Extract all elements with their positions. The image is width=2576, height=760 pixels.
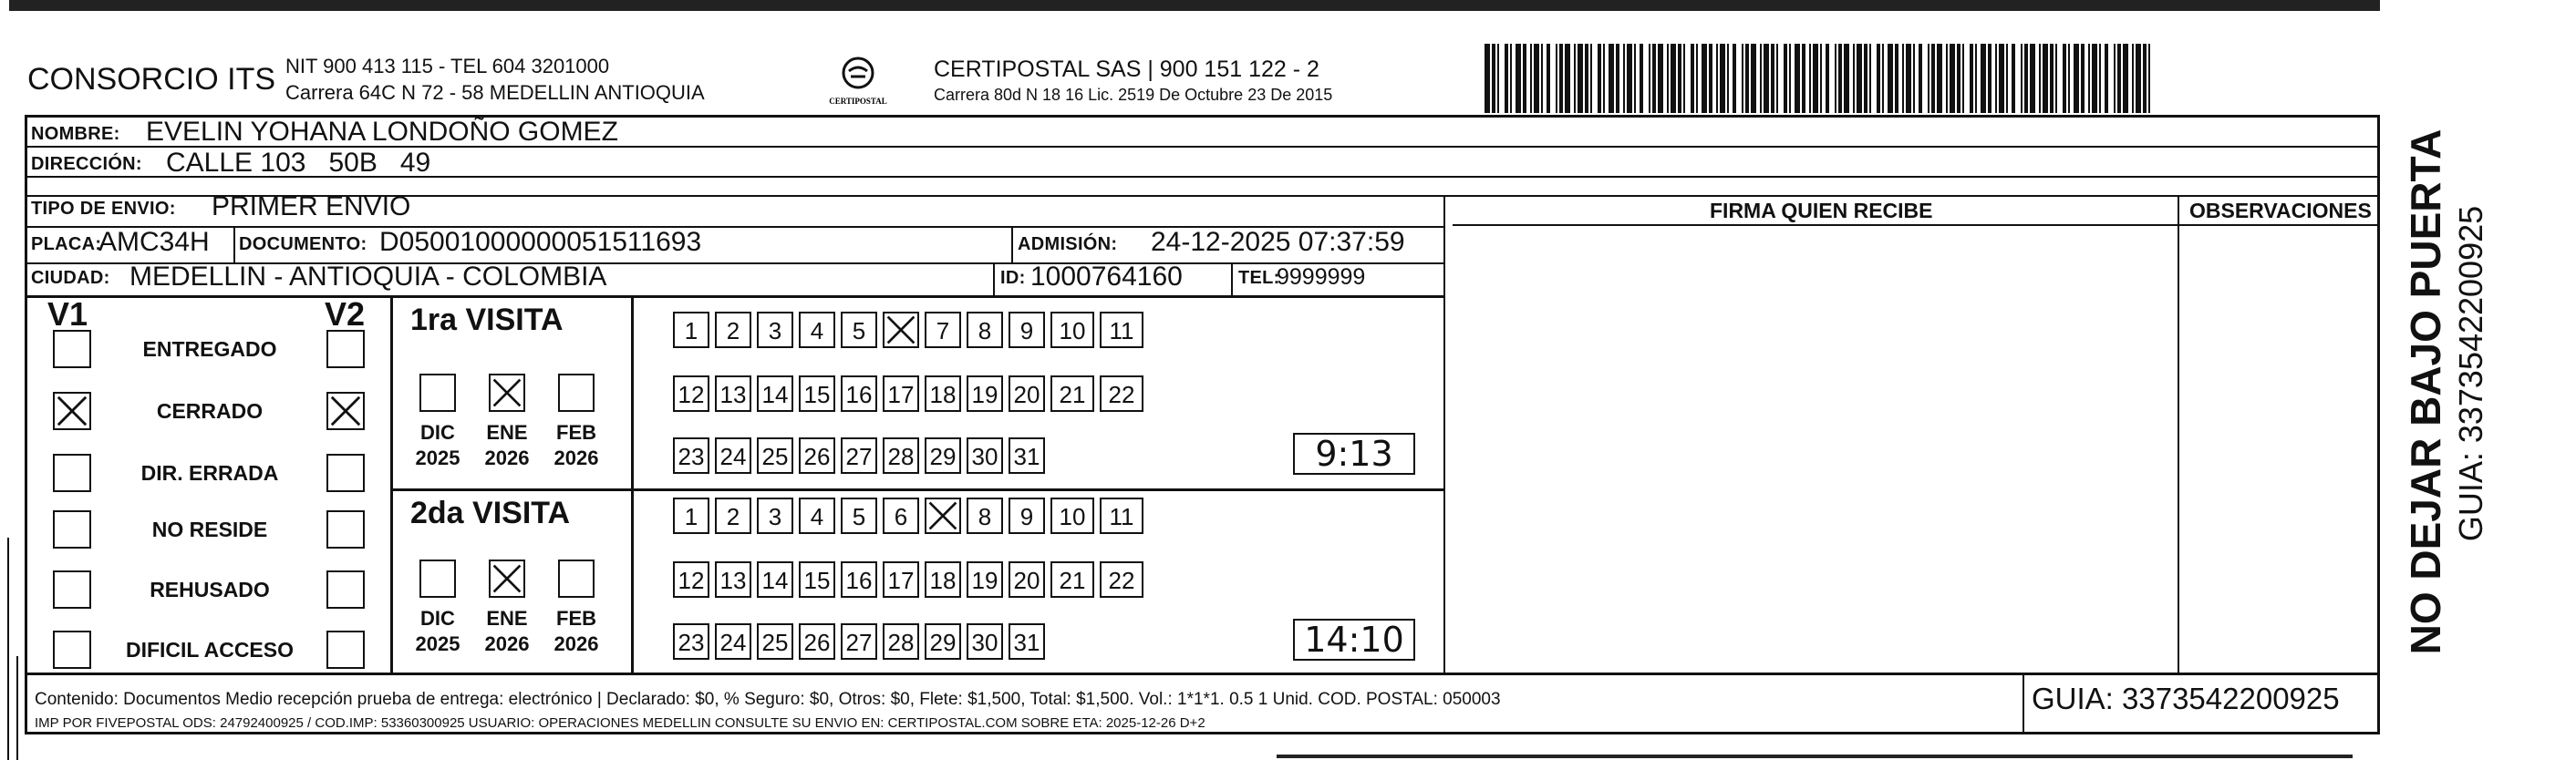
nombre-label: NOMBRE: bbox=[31, 124, 120, 144]
barcode-bar bbox=[1857, 44, 1862, 113]
barcode-bar bbox=[1565, 44, 1570, 113]
day-box[interactable]: 31 bbox=[1009, 623, 1045, 660]
cell-divider bbox=[993, 262, 995, 295]
status-label: REHUSADO bbox=[150, 578, 270, 601]
status-v2-checkbox[interactable] bbox=[326, 570, 365, 609]
status-label: CERRADO bbox=[156, 399, 264, 423]
visit-divider bbox=[392, 488, 1443, 491]
logo-caption: CERTIPOSTAL bbox=[829, 97, 887, 106]
placa-value: AMC34H bbox=[98, 227, 210, 257]
day-box[interactable]: 4 bbox=[799, 498, 835, 534]
barcode-bar bbox=[1727, 44, 1729, 113]
day-box[interactable]: 1 bbox=[673, 498, 709, 534]
day-box[interactable]: 8 bbox=[967, 312, 1003, 348]
status-v1-checkbox[interactable] bbox=[53, 510, 91, 549]
barcode-bar bbox=[1516, 44, 1521, 113]
tipo-envio-label: TIPO DE ENVIO: bbox=[31, 199, 176, 219]
barcode-bar bbox=[1556, 44, 1557, 113]
day-box[interactable]: 31 bbox=[1009, 437, 1045, 474]
status-v2-checkbox[interactable] bbox=[326, 510, 365, 549]
day-box[interactable]: 18 bbox=[925, 375, 961, 412]
column-divider bbox=[2178, 195, 2179, 673]
day-box[interactable]: 12 bbox=[673, 375, 709, 412]
day-box[interactable]: 29 bbox=[925, 437, 961, 474]
barcode-bar bbox=[1649, 44, 1650, 113]
barcode-bar bbox=[2030, 44, 2035, 113]
x-mark-icon bbox=[491, 561, 523, 596]
day-box[interactable]: 22 bbox=[1100, 375, 1143, 412]
day-box[interactable]: 13 bbox=[715, 561, 751, 598]
day-box[interactable]: 23 bbox=[673, 623, 709, 660]
footer-print-info: IMP POR FIVEPOSTAL ODS: 24792400925 / COD.IMP: 53360300925 USUARIO: OPERACIONES MEDELLIN CONSULTE SU ENVIO EN: CERTIPOSTAL.COM SOBRE ETA: 2025-12-26 D+2 bbox=[35, 715, 1205, 731]
day-box[interactable]: 10 bbox=[1050, 498, 1094, 534]
status-v1-checkbox[interactable] bbox=[53, 631, 91, 669]
documento-label: DOCUMENTO: bbox=[239, 234, 367, 254]
barcode-bar bbox=[1820, 44, 1822, 113]
day-box[interactable]: 8 bbox=[967, 498, 1003, 534]
row-divider bbox=[25, 295, 1443, 298]
barcode-bar bbox=[2143, 44, 2147, 113]
barcode-bar bbox=[1877, 44, 1880, 113]
day-box[interactable]: 16 bbox=[841, 561, 877, 598]
barcode-bar bbox=[1616, 44, 1619, 113]
placa-label: PLACA: bbox=[31, 234, 102, 254]
direccion-value: CALLE 103 50B 49 bbox=[166, 148, 431, 178]
id-value: 1000764160 bbox=[1030, 262, 1183, 292]
tel-value: 9999999 bbox=[1277, 264, 1366, 290]
barcode-bar bbox=[1928, 44, 1929, 113]
documento-value: D05001000000051511693 bbox=[379, 227, 702, 257]
guia-divider bbox=[2023, 673, 2024, 734]
company-nit: NIT 900 413 115 - TEL 604 3201000 bbox=[285, 55, 610, 77]
barcode-bar bbox=[2136, 44, 2141, 113]
barcode-bar bbox=[1547, 44, 1550, 113]
barcode-bar bbox=[1574, 44, 1576, 113]
v1-label: V1 bbox=[47, 295, 88, 333]
day-box[interactable]: 25 bbox=[757, 437, 793, 474]
certipostal-logo bbox=[825, 53, 891, 108]
day-box[interactable]: 13 bbox=[715, 375, 751, 412]
barcode-bar bbox=[1813, 44, 1818, 113]
footer-divider bbox=[25, 673, 2380, 675]
visit-column-divider bbox=[390, 295, 393, 673]
barcode-bar bbox=[2092, 44, 2097, 113]
barcode-bar bbox=[1683, 44, 1685, 113]
cell-divider bbox=[1011, 226, 1013, 262]
certipostal-logo-icon bbox=[825, 53, 891, 108]
status-v1-checkbox[interactable] bbox=[53, 330, 91, 368]
barcode-bar bbox=[1505, 44, 1508, 113]
barcode-bar bbox=[1530, 44, 1532, 113]
month-checkbox[interactable] bbox=[558, 560, 595, 598]
direccion-label: DIRECCIÓN: bbox=[31, 154, 142, 174]
day-box[interactable]: 7 bbox=[925, 312, 961, 348]
barcode-bar bbox=[2105, 44, 2108, 113]
barcode-bar bbox=[1995, 44, 1997, 113]
x-mark-icon bbox=[885, 313, 917, 346]
day-box[interactable]: 25 bbox=[757, 623, 793, 660]
day-box[interactable] bbox=[925, 498, 961, 534]
first-visit-time[interactable]: 9:13 bbox=[1293, 433, 1415, 475]
barcode-bar bbox=[1627, 44, 1632, 113]
status-v1-checkbox[interactable] bbox=[53, 392, 91, 430]
barcode-bar bbox=[1652, 44, 1656, 113]
barcode-bar bbox=[1603, 44, 1605, 113]
barcode-bar bbox=[1784, 44, 1787, 113]
cell-divider bbox=[233, 226, 235, 262]
day-box[interactable]: 22 bbox=[1100, 561, 1143, 598]
day-box[interactable]: 23 bbox=[673, 437, 709, 474]
ciudad-value: MEDELLIN - ANTIOQUIA - COLOMBIA bbox=[129, 262, 607, 292]
status-label: NO RESIDE bbox=[151, 518, 268, 541]
side-guia: GUIA: 3373542200925 bbox=[2452, 205, 2489, 542]
barcode-bar bbox=[1957, 44, 1960, 113]
barcode-bar bbox=[1598, 44, 1601, 113]
day-box[interactable]: 2 bbox=[715, 498, 751, 534]
barcode-bar bbox=[1523, 44, 1526, 113]
day-box[interactable]: 27 bbox=[841, 437, 877, 474]
barcode-bar bbox=[1667, 44, 1669, 113]
barcode bbox=[1485, 44, 2155, 113]
barcode-bar bbox=[2006, 44, 2008, 113]
month-year: 2026 bbox=[553, 632, 599, 655]
status-label: DIFICIL ACCESO bbox=[125, 638, 294, 662]
day-box[interactable]: 20 bbox=[1009, 375, 1045, 412]
month-label: ENE bbox=[486, 607, 528, 630]
month-label: ENE bbox=[486, 421, 528, 444]
day-box[interactable]: 21 bbox=[1050, 561, 1094, 598]
x-mark-icon bbox=[926, 499, 959, 532]
day-box[interactable]: 3 bbox=[757, 498, 793, 534]
barcode-bar bbox=[1678, 44, 1681, 113]
barcode-bar bbox=[2117, 44, 2121, 113]
barcode-bar bbox=[1795, 44, 1800, 113]
status-v1-checkbox[interactable] bbox=[53, 570, 91, 609]
barcode-bar bbox=[2114, 44, 2116, 113]
month-checkbox[interactable] bbox=[419, 560, 456, 598]
second-visit-title: 2da VISITA bbox=[410, 496, 571, 530]
day-box[interactable]: 20 bbox=[1009, 561, 1045, 598]
barcode-bar bbox=[1970, 44, 1973, 113]
barcode-bar bbox=[1658, 44, 1663, 113]
admision-value: 24-12-2025 07:37:59 bbox=[1151, 227, 1405, 257]
firma-header: FIRMA QUIEN RECIBE bbox=[1710, 199, 1933, 222]
barcode-bar bbox=[1950, 44, 1955, 113]
top-border-bar bbox=[9, 0, 2380, 11]
day-box[interactable]: 24 bbox=[715, 623, 751, 660]
barcode-bar bbox=[2050, 44, 2054, 113]
first-visit-title: 1ra VISITA bbox=[410, 303, 564, 337]
barcode-bar bbox=[2099, 44, 2101, 113]
barcode-bar bbox=[2132, 44, 2134, 113]
status-label: DIR. ERRADA bbox=[140, 461, 279, 485]
day-box[interactable]: 28 bbox=[883, 437, 919, 474]
barcode-bar bbox=[1634, 44, 1636, 113]
day-box[interactable]: 19 bbox=[967, 561, 1003, 598]
barcode-bar bbox=[1671, 44, 1676, 113]
barcode-bar bbox=[1751, 44, 1756, 113]
barcode-bar bbox=[1702, 44, 1707, 113]
barcode-bar bbox=[1869, 44, 1871, 113]
barcode-bar bbox=[1937, 44, 1942, 113]
nombre-value: EVELIN YOHANA LONDOÑO GOMEZ bbox=[146, 117, 618, 147]
tel-label: TEL: bbox=[1238, 268, 1280, 288]
barcode-bar bbox=[1946, 44, 1948, 113]
barcode-bar bbox=[2123, 44, 2128, 113]
month-day-divider bbox=[631, 295, 634, 673]
certipostal-address: Carrera 80d N 18 16 Lic. 2519 De Octubre 23 De 2015 bbox=[934, 86, 1333, 104]
barcode-bar bbox=[1716, 44, 1718, 113]
day-box[interactable]: 15 bbox=[799, 375, 835, 412]
barcode-bar bbox=[2012, 44, 2015, 113]
day-box[interactable]: 19 bbox=[967, 375, 1003, 412]
margin-mark bbox=[7, 538, 9, 760]
barcode-bar bbox=[1559, 44, 1563, 113]
day-box[interactable]: 5 bbox=[841, 312, 877, 348]
day-box[interactable]: 3 bbox=[757, 312, 793, 348]
barcode-bar bbox=[1696, 44, 1698, 113]
barcode-bar bbox=[1585, 44, 1588, 113]
barcode-bar bbox=[1962, 44, 1964, 113]
second-visit-time[interactable]: 14:10 bbox=[1293, 619, 1415, 661]
barcode-bar bbox=[1999, 44, 2004, 113]
day-box[interactable]: 24 bbox=[715, 437, 751, 474]
month-checkbox[interactable] bbox=[489, 374, 525, 412]
day-box[interactable]: 5 bbox=[841, 498, 877, 534]
barcode-bar bbox=[1981, 44, 1986, 113]
x-mark-icon bbox=[55, 394, 89, 428]
day-box[interactable]: 11 bbox=[1100, 312, 1143, 348]
day-box[interactable] bbox=[883, 312, 919, 348]
day-box[interactable]: 14 bbox=[757, 375, 793, 412]
barcode-bar bbox=[1623, 44, 1625, 113]
status-v2-checkbox[interactable] bbox=[326, 392, 365, 430]
barcode-bar bbox=[1497, 44, 1499, 113]
column-divider bbox=[1443, 195, 1445, 673]
barcode-bar bbox=[1590, 44, 1592, 113]
side-warning: NO DEJAR BAJO PUERTA bbox=[2402, 128, 2449, 655]
company-address: Carrera 64C N 72 - 58 MEDELLIN ANTIOQUIA bbox=[285, 81, 705, 104]
day-box[interactable]: 30 bbox=[967, 623, 1003, 660]
day-box[interactable]: 4 bbox=[799, 312, 835, 348]
status-v2-checkbox[interactable] bbox=[326, 330, 365, 368]
barcode-bar bbox=[1492, 44, 1495, 113]
barcode-bar bbox=[2021, 44, 2023, 113]
x-mark-icon bbox=[328, 394, 363, 428]
day-box[interactable]: 26 bbox=[799, 437, 835, 474]
barcode-bar bbox=[1931, 44, 1935, 113]
month-checkbox[interactable] bbox=[419, 374, 456, 412]
barcode-bar bbox=[1919, 44, 1922, 113]
status-v2-checkbox[interactable] bbox=[326, 454, 365, 492]
barcode-bar bbox=[1913, 44, 1915, 113]
barcode-bar bbox=[2081, 44, 2085, 113]
day-box[interactable]: 17 bbox=[883, 375, 919, 412]
day-box[interactable]: 28 bbox=[883, 623, 919, 660]
month-year: 2026 bbox=[484, 447, 530, 469]
barcode-bar bbox=[1835, 44, 1836, 113]
footer-guia: GUIA: 3373542200925 bbox=[2032, 682, 2340, 715]
barcode-bar bbox=[2039, 44, 2041, 113]
barcode-bar bbox=[1541, 44, 1543, 113]
barcode-bar bbox=[1485, 44, 1490, 113]
month-year: 2026 bbox=[484, 632, 530, 655]
barcode-bar bbox=[1864, 44, 1867, 113]
month-year: 2025 bbox=[415, 447, 460, 469]
barcode-bar bbox=[1771, 44, 1774, 113]
barcode-bar bbox=[1988, 44, 1991, 113]
barcode-bar bbox=[1789, 44, 1791, 113]
barcode-bar bbox=[1609, 44, 1614, 113]
barcode-bar bbox=[2068, 44, 2070, 113]
day-box[interactable]: 11 bbox=[1100, 498, 1143, 534]
admision-label: ADMISIÓN: bbox=[1018, 234, 1118, 254]
month-label: FEB bbox=[556, 607, 596, 630]
barcode-bar bbox=[1809, 44, 1811, 113]
status-label: ENTREGADO bbox=[142, 337, 277, 361]
barcode-bar bbox=[1802, 44, 1805, 113]
day-box[interactable]: 6 bbox=[883, 498, 919, 534]
v2-label: V2 bbox=[325, 295, 366, 333]
barcode-bar bbox=[1745, 44, 1749, 113]
barcode-bar bbox=[1720, 44, 1725, 113]
month-checkbox[interactable] bbox=[489, 560, 525, 598]
barcode-bar bbox=[1640, 44, 1643, 113]
day-box[interactable]: 12 bbox=[673, 561, 709, 598]
month-label: DIC bbox=[420, 421, 455, 444]
barcode-bar bbox=[1906, 44, 1911, 113]
margin-mark bbox=[16, 656, 18, 760]
barcode-bar bbox=[1760, 44, 1762, 113]
day-box[interactable]: 29 bbox=[925, 623, 961, 660]
month-year: 2026 bbox=[553, 447, 599, 469]
barcode-bar bbox=[2063, 44, 2066, 113]
day-box[interactable]: 18 bbox=[925, 561, 961, 598]
barcode-bar bbox=[1776, 44, 1778, 113]
day-box[interactable]: 2 bbox=[715, 312, 751, 348]
barcode-bar bbox=[1691, 44, 1694, 113]
month-year: 2025 bbox=[415, 632, 460, 655]
day-box[interactable]: 14 bbox=[757, 561, 793, 598]
day-box[interactable]: 21 bbox=[1050, 375, 1094, 412]
day-box[interactable]: 27 bbox=[841, 623, 877, 660]
barcode-bar bbox=[1534, 44, 1539, 113]
day-box[interactable]: 26 bbox=[799, 623, 835, 660]
barcode-bar bbox=[1742, 44, 1743, 113]
barcode-bar bbox=[1902, 44, 1904, 113]
barcode-bar bbox=[1853, 44, 1855, 113]
day-box[interactable]: 9 bbox=[1009, 312, 1045, 348]
cell-divider bbox=[1231, 262, 1233, 295]
barcode-bar bbox=[1709, 44, 1712, 113]
observaciones-header: OBSERVACIONES bbox=[2189, 199, 2372, 222]
day-box[interactable]: 17 bbox=[883, 561, 919, 598]
month-label: FEB bbox=[556, 421, 596, 444]
id-label: ID: bbox=[1000, 268, 1026, 288]
firma-header-underline bbox=[1453, 224, 2380, 226]
month-checkbox[interactable] bbox=[558, 374, 595, 412]
barcode-bar bbox=[2043, 44, 2048, 113]
x-mark-icon bbox=[491, 375, 523, 410]
status-v2-checkbox[interactable] bbox=[326, 631, 365, 669]
barcode-bar bbox=[1826, 44, 1829, 113]
barcode-bar bbox=[1838, 44, 1842, 113]
certipostal-nit: CERTIPOSTAL SAS | 900 151 122 - 2 bbox=[934, 56, 1319, 82]
day-box[interactable]: 15 bbox=[799, 561, 835, 598]
day-box[interactable]: 9 bbox=[1009, 498, 1045, 534]
day-box[interactable]: 30 bbox=[967, 437, 1003, 474]
day-box[interactable]: 1 bbox=[673, 312, 709, 348]
month-label: DIC bbox=[420, 607, 455, 630]
day-box[interactable]: 10 bbox=[1050, 312, 1094, 348]
ciudad-label: CIUDAD: bbox=[31, 268, 110, 288]
barcode-bar bbox=[1882, 44, 1884, 113]
status-v1-checkbox[interactable] bbox=[53, 454, 91, 492]
barcode-bar bbox=[1733, 44, 1736, 113]
barcode-bar bbox=[2088, 44, 2090, 113]
company-name: CONSORCIO ITS bbox=[27, 62, 276, 97]
barcode-bar bbox=[1895, 44, 1898, 113]
barcode-bar bbox=[1510, 44, 1512, 113]
barcode-bar bbox=[1764, 44, 1769, 113]
bottom-edge-bar bbox=[1277, 755, 2353, 758]
barcode-bar bbox=[1888, 44, 1893, 113]
barcode-bar bbox=[2055, 44, 2057, 113]
barcode-bar bbox=[1578, 44, 1583, 113]
barcode-bar bbox=[2074, 44, 2079, 113]
barcode-bar bbox=[2148, 44, 2150, 113]
barcode-bar bbox=[1844, 44, 1849, 113]
barcode-bar bbox=[2024, 44, 2028, 113]
barcode-bar bbox=[1975, 44, 1977, 113]
footer-content: Contenido: Documentos Medio recepción prueba de entrega: electrónico | Declarado: $0, % Seguro: $0, Otros: $0, Flete: $1,500, Total: $1,500. Vol.: 1*1*1. 0.5 1 Unid. COD. POSTAL: 050003 bbox=[35, 690, 1501, 709]
day-box[interactable]: 16 bbox=[841, 375, 877, 412]
tipo-envio-value: PRIMER ENVIO bbox=[212, 191, 411, 221]
